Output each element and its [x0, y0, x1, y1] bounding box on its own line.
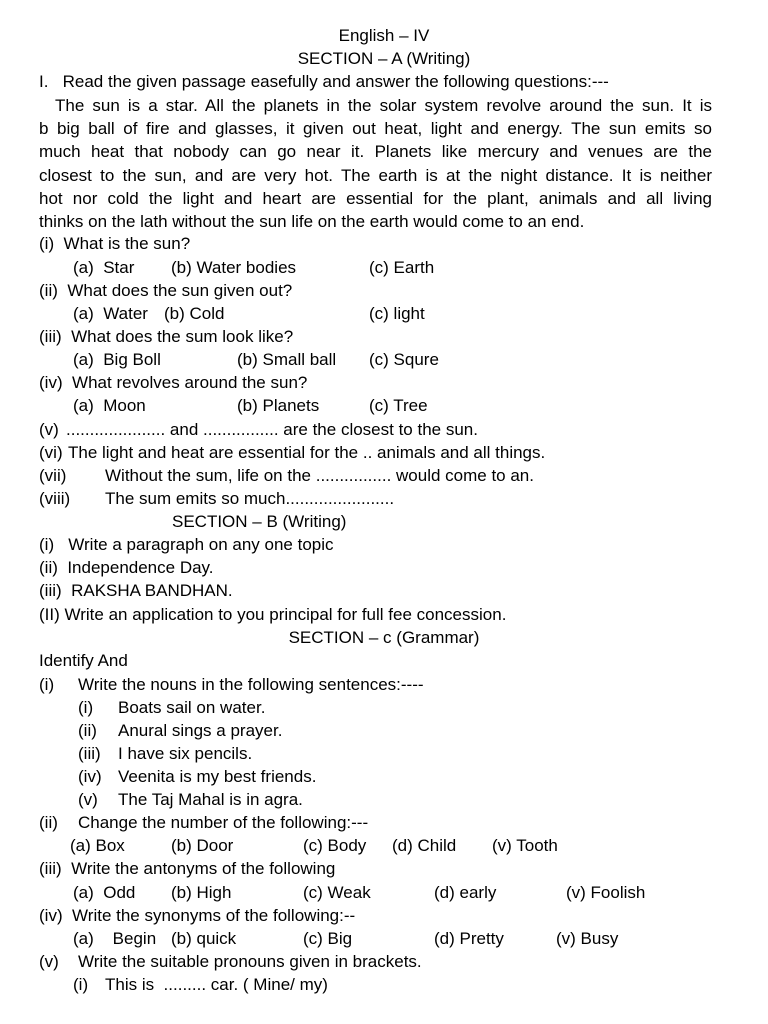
question-1: (i) What is the sun? [39, 234, 191, 253]
passage-line: hot nor cold the light and heart are essential for the plant, animals and all living [39, 188, 712, 208]
word-option: (a) Begin [73, 929, 157, 948]
paper-title: English – IV [338, 26, 430, 45]
antonyms-question: (iii) Write the antonyms of the following [39, 859, 336, 878]
blank-number: (viii) [39, 489, 71, 508]
section-b-item: (iii) RAKSHA BANDHAN. [39, 581, 233, 600]
pronoun-sentence: This is ......... car. ( Mine/ my) [105, 975, 328, 994]
noun-sentence: The Taj Mahal is in agra. [118, 790, 303, 809]
option-a: (a) Big Boll [73, 350, 161, 369]
word-option: (c) Big [303, 929, 353, 948]
option-b: (b) Planets [237, 396, 320, 415]
option-a: (a) Moon [73, 396, 146, 415]
passage-line: much heat that nobody can go near it. Planets like mercury and venues are the [39, 142, 712, 162]
section-b-title: SECTION – B (Writing) [172, 512, 347, 531]
blank-number: (v) [39, 420, 59, 439]
option-c: (c) Earth [369, 258, 435, 277]
section-b-item: (II) Write an application to you principal for full fee concession. [39, 605, 507, 624]
section-c-title: SECTION – c (Grammar) [288, 628, 480, 647]
reading-passage [39, 94, 712, 233]
word-option: (c) Weak [303, 883, 371, 902]
synonyms-question: (iv) Write the synonyms of the following:-- [39, 906, 356, 925]
option-b: (b) Small ball [237, 350, 337, 369]
word-option: (b) quick [171, 929, 237, 948]
nouns-question: Write the nouns in the following sentences:---- [78, 675, 424, 694]
pronouns-question: Write the suitable pronouns given in brackets. [78, 952, 422, 971]
word-option: (b) High [171, 883, 232, 902]
passage-line: b big ball of fire and glasses, it given out heat, light and energy. The sun emits so [39, 119, 712, 139]
option-b: (b) Cold [164, 304, 225, 323]
noun-sentence: Anural sings a prayer. [118, 721, 283, 740]
question-number: (ii) [39, 813, 58, 832]
word-option: (c) Body [303, 836, 367, 855]
item-number: (ii) [78, 721, 97, 740]
question-number: (i) [39, 675, 55, 694]
fill-blank-item: ..................... and ................ are the closest to the sun. [66, 420, 478, 439]
passage-line: The sun is a star. All the planets in the solar system revolve around the sun. It is [55, 96, 712, 115]
section-a-title: SECTION – A (Writing) [297, 49, 471, 68]
section-a-instruction: I. Read the given passage easefully and answer the following questions:--- [39, 72, 609, 91]
noun-sentence: Boats sail on water. [118, 698, 266, 717]
word-option: (d) early [434, 883, 497, 902]
word-option: (d) Child [392, 836, 457, 855]
fill-blank-item: The sum emits so much....................... [105, 489, 395, 508]
question-number: (v) [39, 952, 59, 971]
item-number: (iv) [78, 767, 102, 786]
word-option: (d) Pretty [434, 929, 504, 948]
section-b-item: (i) Write a paragraph on any one topic [39, 535, 334, 554]
word-option: (v) Foolish [566, 883, 646, 902]
blank-number: (vi) [39, 443, 63, 462]
word-option: (a) Box [70, 836, 125, 855]
item-number: (iii) [78, 744, 101, 763]
number-question: Change the number of the following:--- [78, 813, 369, 832]
word-option: (v) Busy [556, 929, 619, 948]
item-number: (v) [78, 790, 98, 809]
word-option: (a) Odd [73, 883, 136, 902]
passage-line: closest to the sun, and are very hot. The earth is at the night distance. It is neither [39, 165, 712, 185]
item-number: (i) [73, 975, 89, 994]
fill-blank-item: Without the sum, life on the ................ would come to an. [105, 466, 534, 485]
option-c: (c) light [369, 304, 425, 323]
option-c: (c) Squre [369, 350, 439, 369]
word-option: (b) Door [171, 836, 234, 855]
option-a: (a) Star [73, 258, 135, 277]
blank-number: (vii) [39, 466, 67, 485]
question-3: (iii) What does the sum look like? [39, 327, 294, 346]
noun-sentence: Veenita is my best friends. [118, 767, 317, 786]
identify-heading: Identify And [39, 651, 128, 670]
passage-line: thinks on the lath without the sun life on the earth would come to an end. [39, 212, 585, 232]
option-b: (b) Water bodies [171, 258, 297, 277]
question-4: (iv) What revolves around the sun? [39, 373, 308, 392]
section-b-item: (ii) Independence Day. [39, 558, 214, 577]
question-2: (ii) What does the sun given out? [39, 281, 293, 300]
item-number: (i) [78, 698, 94, 717]
word-option: (v) Tooth [492, 836, 558, 855]
option-c: (c) Tree [369, 396, 428, 415]
option-a: (a) Water [73, 304, 148, 323]
noun-sentence: I have six pencils. [118, 744, 253, 763]
fill-blank-item: The light and heat are essential for the .. animals and all things. [68, 443, 546, 462]
